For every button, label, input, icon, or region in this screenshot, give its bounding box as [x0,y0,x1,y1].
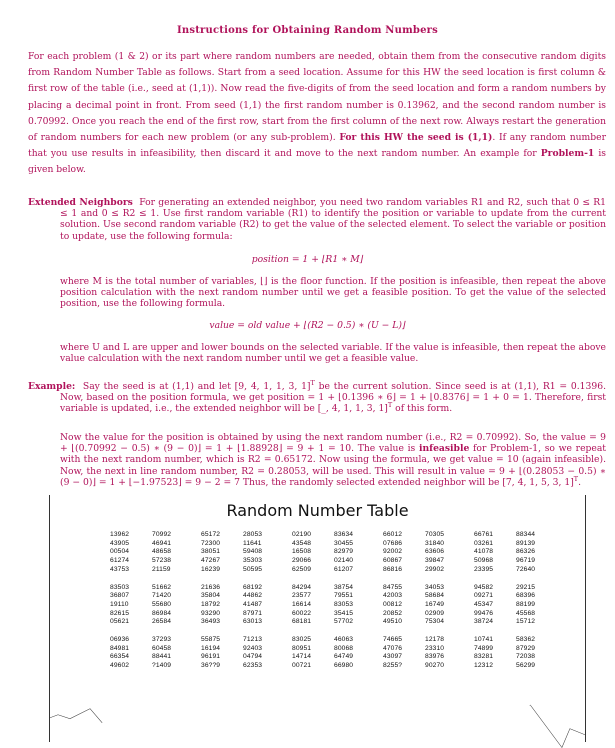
table-cell: 09271 [474,592,494,600]
table-cell: 86984 [152,609,172,617]
table-cell: 39847 [425,557,445,565]
table-cell: 46063 [334,636,354,644]
table-cell: 45347 [474,600,494,608]
table-cell: 68181 [292,618,312,626]
table-cell: 41487 [243,600,263,608]
table-cell: 26584 [152,618,172,626]
table-cell: 00721 [292,662,312,670]
table-cell: 36807 [110,592,130,600]
table-cell: 63013 [243,618,263,626]
extended-heading: Extended Neighbors [28,197,133,208]
transpose-sup: T [387,401,393,410]
table-row [110,540,565,549]
table-cell: 88199 [516,600,536,608]
table-cell: 36493 [201,618,221,626]
table-cell: 84755 [383,583,403,591]
table-cell: 68192 [243,583,263,591]
table-cell: 90270 [425,662,445,670]
table-cell: 60458 [152,644,172,652]
table-row [110,592,565,601]
table-cell: 72300 [201,539,221,547]
intro-text-b: . If any random number that you use results in infeasibility, then discard it and move to the next random number. An example for [28,132,606,160]
table-cell: 92403 [243,644,263,652]
table-cell: 34053 [425,583,445,591]
block-gap [110,627,565,636]
table-cell: 51662 [152,583,172,591]
table-cell: 04794 [243,653,263,661]
table-cell: 61207 [334,565,354,573]
table-cell: 30455 [334,539,354,547]
table-cell: 71420 [152,592,172,600]
table-cell: 29215 [516,583,536,591]
table-cell: 21159 [152,565,171,573]
table-cell: 37293 [152,636,172,644]
table-cell: 84981 [110,644,130,652]
table-cell: 79551 [334,592,354,600]
table-cell: 19110 [110,600,129,608]
table-cell: ?1409 [152,662,172,670]
table-cell: 60022 [292,609,312,617]
table-cell: 63606 [425,548,445,556]
table-cell: 05621 [110,618,130,626]
table-cell: 83503 [110,583,130,591]
block-gap [110,575,565,584]
table-cell: 72640 [516,565,536,573]
table-cell: 50968 [474,557,494,565]
table-cell: 60867 [383,557,403,565]
extended-neighbors-paragraph [28,197,606,242]
table-row [110,557,565,566]
table-cell: 28053 [243,531,263,538]
table-cell: 66012 [383,531,403,538]
table-cell: 47076 [383,644,403,652]
table-cell: 57238 [152,557,172,565]
table-cell: 16508 [292,548,312,556]
table-cell: 02909 [425,609,445,617]
table-cell: 66980 [334,662,354,670]
table-cell: 48658 [152,548,172,556]
table-row [110,653,565,662]
table-cell: 59408 [243,548,263,556]
table-cell: 55875 [201,636,221,644]
table-cell: 89139 [516,539,536,547]
table-cell: 88441 [152,653,172,661]
table-cell: 87971 [243,609,263,617]
table-cell: 83053 [334,600,354,608]
table-cell: 16239 [201,565,221,573]
intro-paragraph [28,49,606,179]
table-cell: 99476 [474,609,494,617]
random-number-table [49,495,586,742]
table-cell: 82979 [334,548,354,556]
table-cell: 43548 [292,539,312,547]
table-row [110,531,565,540]
table-cell: 36??9 [201,662,221,670]
table-cell: 83025 [292,636,312,644]
table-cell: 83634 [334,531,354,538]
table-cell: 38754 [334,583,354,591]
table-cell: 02190 [292,531,312,538]
table-cell: 83976 [425,653,445,661]
table-cell: 16749 [425,600,445,608]
table-cell: 14714 [292,653,312,661]
table-cell: 29066 [292,557,312,565]
table-cell: 65172 [201,531,221,538]
table-cell: 44862 [243,592,263,600]
extended-text-3: where U and L are upper and lower bounds on the selected variable. If the value is infeasible, then repeat the above value calculation with the next random number until we get a feasible value. [60,342,606,365]
table-cell: 16194 [201,644,221,652]
table-cell: 23310 [425,644,445,652]
example-text-2a: Now the value for the position is obtained by using the next random number (i.e., R2 = 0.70992). So, the value = 9 + ⌊(0.70992 − 0.5) ∗ (9 − 0)⌋ = 1 + ⌊1.88928⌋ = 9 + 1 = 10. The value is [60,432,606,455]
table-cell: 29902 [425,565,445,573]
table-cell: 96719 [516,557,536,565]
table-cell: 11641 [243,539,262,547]
table-cell: 50595 [243,565,263,573]
table-row [110,662,565,671]
intro-problem-bold: Problem-1 [540,148,595,160]
table-cell: 47267 [201,557,221,565]
table-cell: 38051 [201,548,221,556]
table-cell: 02140 [334,557,354,565]
table-cell: 16614 [292,600,312,608]
table-cell: 64749 [334,653,354,661]
table-cell: 58684 [425,592,445,600]
table-cell: 12178 [425,636,445,644]
table-cell: 00812 [383,600,403,608]
example-text-1c: of this form. [392,403,453,415]
table-cell: 62353 [243,662,263,670]
transpose-sup: T [310,378,315,387]
table-cell: 35804 [201,592,221,600]
table-cell: 23395 [474,565,494,573]
intro-text-c: is given below. [28,148,606,176]
table-cell: 74899 [474,644,494,652]
table-cell: 84294 [292,583,312,591]
table-cell: 94582 [474,583,494,591]
table-cell: 06936 [110,636,130,644]
table-rows [110,531,565,671]
example-text-2b: for Problem-1, so we repeat with the next random number, which is R2 = 0.65172. Now using the formula, we get value = 10 (again infeasible). Now, the next in line random number, R2 = 0.28053, will be used. This will result in value = 9 + ⌊(0.28053 − 0.5) ∗ (9 − 0)⌋ = 1 + ⌊−1.97523⌋ = 9 − 2 = 7 Thus, the randomly selected extended neighbor will be [7, 4, 1, 5, 3, 1] [60,443,606,488]
table-cell: 58362 [516,636,536,644]
intro-text-a: For each problem (1 & 2) or its part where random numbers are needed, obtain them from the consecutive random digits from Random Number Table as follows. Start from a seed location. Assume for this HW the seed location is first column & first row of the table (i.e., seed at (1,1)). Now read the five-digits of from the seed location and form a random numbers by placing a decimal point in front. From seed (1,1) the first random number is 0.13962, and the second random number is 0.70992. Once you reach the end of the first row, start from the first column of the next row. Always restart the generation of random numbers for each new problem (or any sub-problem). [28,51,606,144]
table-cell: 74665 [383,636,403,644]
example-paragraph [28,378,606,415]
page-title: Instructions for Obtaining Random Numbers [177,25,438,36]
table-cell: 61274 [110,557,130,565]
table-cell: 57702 [334,618,354,626]
table-row [110,618,565,627]
table-cell: 66354 [110,653,130,661]
table-cell: 86326 [516,548,536,556]
table-cell: 35415 [334,609,354,617]
table-cell: 49510 [383,618,403,626]
infeasible-bold: infeasible [418,443,470,455]
table-cell: 87929 [516,644,536,652]
table-cell: 70992 [152,531,172,538]
extended-text: For generating an extended neighbor, you need two random variables R1 and R2, such that 0 ≤ R1 ≤ 1 and 0 ≤ R2 ≤ 1. Use first random variable (R1) to identify the position or variable to update from the current solution. Use second random variable (R2) to get the value of the selected element. To select the variable or position to update, use the following formula: [60,197,606,242]
table-cell: 21636 [201,583,221,591]
table-row [110,645,565,654]
table-cell: 41078 [474,548,494,556]
table-cell: 62509 [292,565,312,573]
table-cell: 43097 [383,653,403,661]
table-cell: 10741 [474,636,494,644]
extended-text-2: where M is the total number of variables, ⌊⌋ is the floor function. If the position is infeasible, then repeat the above position calculation with the next random number until we get a feasible position. To get the value of the selected position, use the following formula. [60,276,606,310]
table-cell: 43905 [110,539,130,547]
table-cell: 42003 [383,592,403,600]
table-cell: 38724 [474,618,494,626]
table-cell: 18792 [201,600,221,608]
table-cell: 8255? [383,662,403,670]
table-row [110,610,565,619]
table-cell: 92002 [383,548,403,556]
table-cell: 03261 [474,539,494,547]
table-cell: 31840 [425,539,445,547]
example-text-1b: be the current solution. Since seed is at (1,1), R1 = 0.1396. Now, based on the position formula, we get position = 1 + ⌊0.1396 ∗ 6⌋ = 1 + ⌊0.8376⌋ = 1 + 0 = 1. Therefore, first variable is updated, i.e., the extended neighbor will be [_, 4, 1, 1, 3, 1] [60,381,606,415]
table-cell: 23577 [292,592,312,600]
table-cell: 66761 [474,531,494,538]
table-title: Random Number Table [226,501,409,520]
table-cell: 20852 [383,609,403,617]
table-row [110,636,565,645]
table-cell: 00504 [110,548,130,556]
table-cell: 68396 [516,592,536,600]
table-cell: 56299 [516,662,536,670]
value-formula: value = old value + ⌊(R2 − 0.5) ∗ (U − L)⌋ [209,320,406,331]
table-cell: 82615 [110,609,130,617]
table-cell: 35303 [243,557,263,565]
table-row [110,548,565,557]
table-cell: 55680 [152,600,172,608]
table-cell: 88344 [516,531,536,538]
table-row [110,566,565,575]
table-cell: 07686 [383,539,403,547]
example-paragraph-2 [60,432,606,488]
table-row [110,584,565,593]
table-cell: 70305 [425,531,445,538]
table-cell: 80068 [334,644,354,652]
position-formula: position = 1 + ⌊R1 ∗ M⌋ [251,254,364,265]
example-text-1a: Say the seed is at (1,1) and let [9, 4, 1, 1, 3, 1] [82,381,311,392]
table-cell: 13962 [110,531,130,538]
table-cell: 93290 [201,609,221,617]
table-cell: 43753 [110,565,130,573]
table-cell: 83281 [474,653,494,661]
table-cell: 86816 [383,565,403,573]
table-cell: 80951 [292,644,312,652]
table-cell: 45568 [516,609,536,617]
torn-edge-graphic [50,693,585,748]
table-cell: 46941 [152,539,172,547]
example-text-2c: . [578,476,582,488]
table-cell: 72038 [516,653,536,661]
transpose-sup: T [573,474,579,483]
intro-seed-bold: For this HW the seed is (1,1) [339,132,493,144]
table-cell: 96191 [201,653,221,661]
example-heading: Example: [28,381,76,392]
table-cell: 75304 [425,618,445,626]
table-cell: 71213 [243,636,263,644]
table-row [110,601,565,610]
table-cell: 15712 [516,618,536,626]
table-cell: 12312 [474,662,494,670]
table-cell: 49602 [110,662,130,670]
